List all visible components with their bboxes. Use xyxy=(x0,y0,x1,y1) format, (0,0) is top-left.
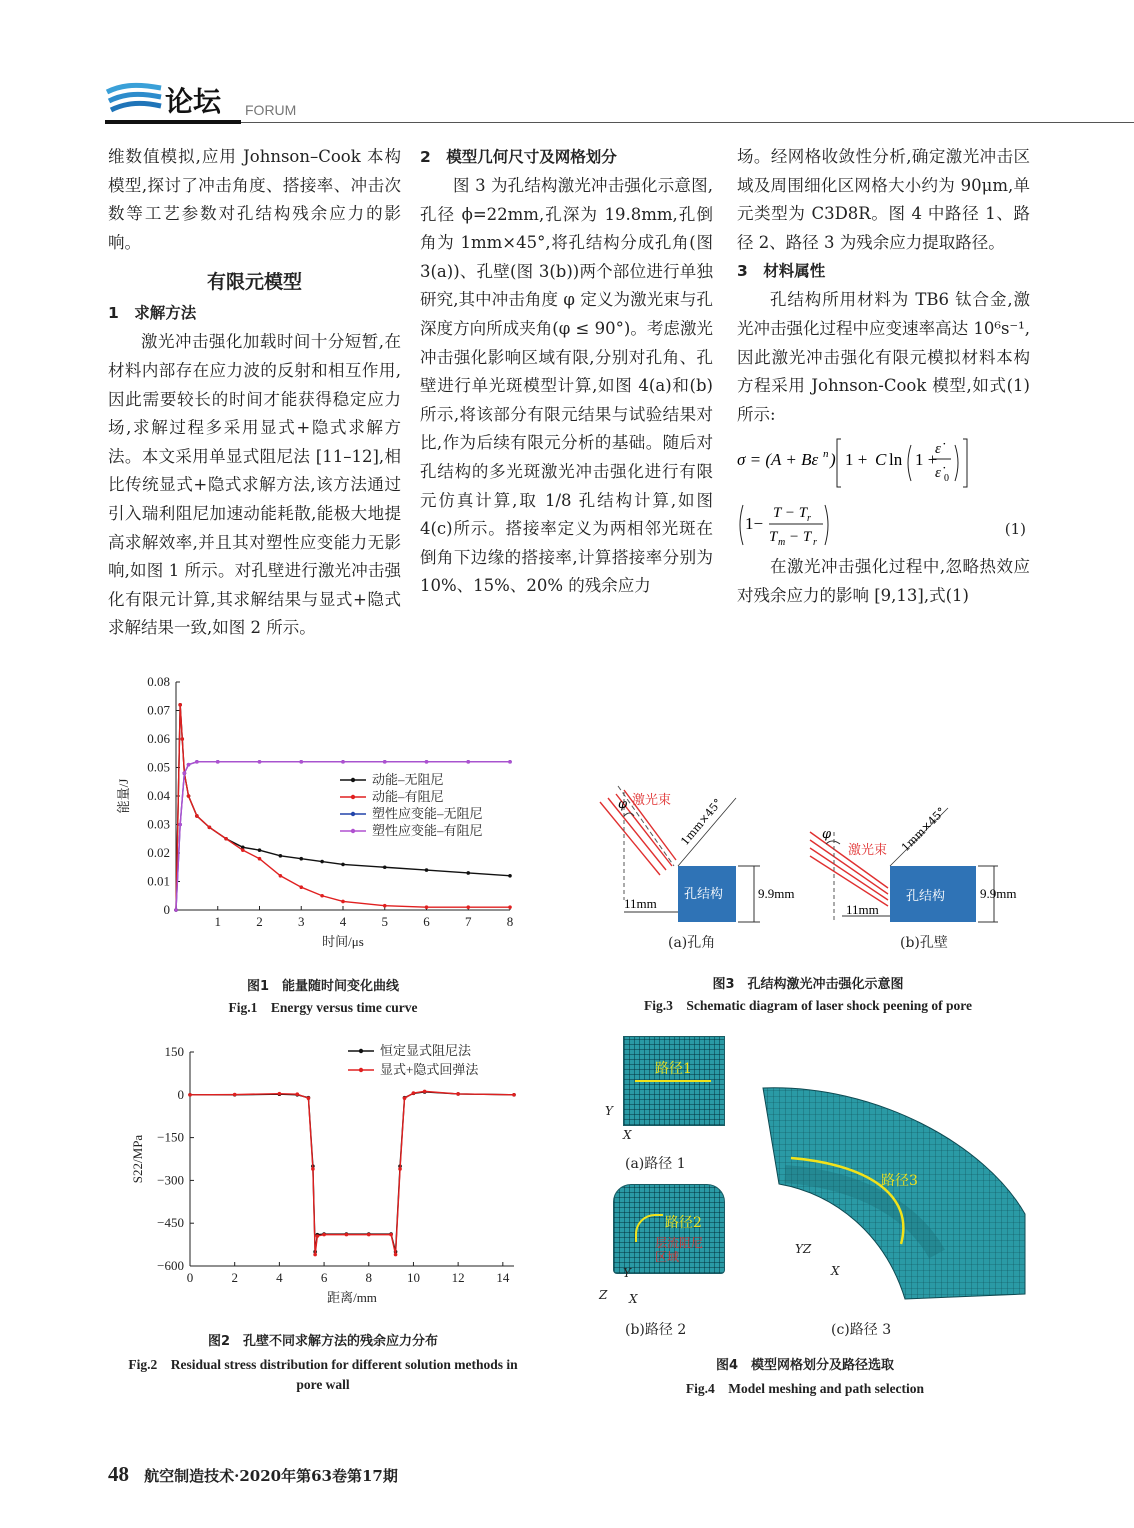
series-line xyxy=(190,1092,514,1252)
axis-x-label: X xyxy=(831,1264,840,1278)
data-point xyxy=(466,905,470,909)
damping-region-label: 层流阻尼区域 xyxy=(655,1236,704,1264)
legend-marker xyxy=(351,778,355,782)
header xyxy=(105,78,1134,126)
data-point xyxy=(178,703,182,707)
data-point xyxy=(456,1092,460,1096)
data-point xyxy=(466,760,470,764)
figure-2-caption-cn: 图2 孔壁不同求解方法的残余应力分布 xyxy=(207,1334,439,1349)
data-point xyxy=(508,760,512,764)
svg-text:C: C xyxy=(875,450,887,470)
data-point xyxy=(295,1092,299,1096)
legend-marker xyxy=(351,812,355,816)
data-point xyxy=(341,900,345,904)
data-point xyxy=(279,854,283,858)
subsection-heading: 3 材料属性 xyxy=(737,262,826,281)
data-point xyxy=(425,868,429,872)
data-point xyxy=(367,1233,371,1237)
data-point xyxy=(341,863,345,867)
header-rule-thick xyxy=(105,120,241,124)
svg-text:r: r xyxy=(813,537,817,549)
x-tick-label: 12 xyxy=(451,1270,465,1285)
path3-label: 路径3 xyxy=(881,1173,918,1189)
figure-2-caption-en-1: Fig.2 Residual stress distribution for different solution methods in xyxy=(128,1357,518,1372)
header-forum-label: FORUM xyxy=(245,102,297,118)
axis-z-label: Z xyxy=(599,1288,608,1302)
x-tick-label: 7 xyxy=(465,914,472,929)
schematic-hole-wall xyxy=(810,808,998,922)
paragraph: 激光冲击强化加载时间十分短暂,在材料内部存在应力波的反射和相互作用,因此需要较长的时间才能获得稳定应力场,求解过程多采用显式+隐式求解方法。本文采用单显式阻尼法 [11–12],相比传统显式+隐式求解方法,该方法通过引入瑞利阻尼加速动能耗散,能极大地提高求解效率,并且其对塑性应变能力无影响,如图 1 所示。对孔壁进行激光冲击强化有限元计算,其求解结果与显式+隐式求解结果一致,如图 2 所示。 xyxy=(108,332,401,638)
svg-text:1 +: 1 + xyxy=(845,450,868,470)
svg-text:): ) xyxy=(830,450,836,470)
journal-info: 航空制造技术·2020年第63卷第17期 xyxy=(144,1467,398,1485)
data-point xyxy=(195,814,199,818)
data-point xyxy=(466,871,470,875)
residual-stress-chart xyxy=(108,1036,538,1321)
data-point xyxy=(178,823,182,827)
fig3a-hole-label: 孔结构 xyxy=(684,887,724,902)
figure-3 xyxy=(588,780,1028,1020)
header-section-title: 论坛 xyxy=(165,85,222,118)
forum-logo-icon xyxy=(105,82,165,118)
y-axis-label: 能量/J xyxy=(116,778,131,814)
legend-label: 动能–有阻尼 xyxy=(372,789,444,804)
x-tick-label: 3 xyxy=(298,914,305,929)
fig3a-height-label: 9.9mm xyxy=(758,886,795,901)
data-point xyxy=(258,760,262,764)
axis-x-label: X xyxy=(623,1128,632,1142)
fig3b-height-label: 9.9mm xyxy=(980,886,1017,901)
data-point xyxy=(188,1093,192,1097)
figure-4-caption-en: Fig.4 Model meshing and path selection xyxy=(685,1381,925,1396)
series-line xyxy=(190,1091,514,1254)
paragraph: 孔结构所用材料为 TB6 钛合金,激光冲击强化过程中应变速率高达 10⁶s⁻¹,因此激光冲击强化有限元模拟材料本构方程采用 Johnson-Cook 模型,如式(1)所示: xyxy=(737,290,1030,424)
data-point xyxy=(508,874,512,878)
y-tick-label: −600 xyxy=(157,1258,184,1273)
x-tick-label: 6 xyxy=(320,1270,328,1285)
svg-text:n: n xyxy=(823,448,829,461)
path1-label: 路径1 xyxy=(655,1061,692,1077)
axis-yz-label: YZ xyxy=(795,1242,812,1256)
data-point xyxy=(425,760,429,764)
data-point xyxy=(258,857,262,861)
data-point xyxy=(180,737,184,741)
figure-1-caption-en: Fig.1 Energy versus time curve xyxy=(228,1000,418,1015)
data-point xyxy=(299,760,303,764)
y-tick-label: 0 xyxy=(177,1086,184,1102)
x-tick-label: 10 xyxy=(406,1270,420,1285)
footer xyxy=(108,1462,608,1492)
x-tick-label: 8 xyxy=(365,1270,373,1285)
section-heading: 有限元模型 xyxy=(206,271,302,294)
y-tick-label: 0.01 xyxy=(147,873,170,889)
data-point xyxy=(183,771,187,775)
y-tick-label: 150 xyxy=(164,1044,184,1059)
svg-text:T: T xyxy=(769,529,778,546)
svg-text:T − T: T − T xyxy=(773,505,808,522)
data-point xyxy=(389,1233,393,1237)
fig3b-hole-label: 孔结构 xyxy=(906,889,946,904)
x-tick-label: 5 xyxy=(381,914,388,929)
y-tick-label: 0.04 xyxy=(147,788,170,803)
svg-text:ln: ln xyxy=(889,450,903,470)
data-point xyxy=(258,848,262,852)
y-tick-label: −150 xyxy=(157,1129,184,1145)
data-point xyxy=(208,826,212,830)
y-tick-label: 0.08 xyxy=(147,674,170,689)
data-point xyxy=(320,860,324,864)
legend-marker xyxy=(351,829,355,833)
svg-text:1 +: 1 + xyxy=(915,450,938,470)
fig4a-subcaption: (a)路径 1 xyxy=(625,1156,686,1172)
x-tick-label: 0 xyxy=(186,1270,194,1285)
data-point xyxy=(394,1253,398,1257)
paragraph: 在激光冲击强化过程中,忽略热效应对残余应力的影响 [9,13],式(1) xyxy=(737,557,1030,605)
legend-label: 塑性应变能–有阻尼 xyxy=(372,823,483,838)
subsection-heading: 1 求解方法 xyxy=(108,304,197,323)
data-point xyxy=(278,1092,282,1096)
fig3b-width-label: 11mm xyxy=(846,902,879,917)
legend-label: 动能–无阻尼 xyxy=(372,772,444,787)
legend-label: 恒定显式阻尼法 xyxy=(380,1043,472,1058)
paragraph: 图 3 为孔结构激光冲击强化示意图,孔径 ϕ=22mm,孔深为 19.8mm,孔倒角为 1mm×45°,将孔结构分成孔角(图 3(a))、孔壁(图 3(b))两个部位进行单独研究,其中冲击角度 φ 定义为激光束与孔深度方向所成夹角(φ ≤ 90°)。考虑激光冲击强化影响区域有限,分别对孔角、孔壁进行单光斑模型计算,如图 4(a)和(b)所示,将该部分有限元结果与试验结果对比,作为后续有限元分析的基础。随后对孔结构的多光斑激光冲击强化进行有限元仿真计算,取 1/8 孔结构计算,如图 4(c)所示。搭接率定义为两相邻光斑在倒角下边缘的搭接率,计算搭接率分别为 10%、15%、20% 的残余应力 xyxy=(420,176,713,596)
x-axis-label: 时间/μs xyxy=(322,934,364,949)
data-point xyxy=(313,1253,317,1257)
y-tick-label: 0.03 xyxy=(147,816,170,832)
svg-text:− T: − T xyxy=(789,529,812,546)
x-tick-label: 1 xyxy=(214,914,221,929)
x-tick-label: 14 xyxy=(496,1270,510,1285)
svg-text:σ = (A + Bε: σ = (A + Bε xyxy=(737,450,819,470)
x-tick-label: 6 xyxy=(423,914,430,929)
fig4c-subcaption: (c)路径 3 xyxy=(831,1322,892,1338)
fig4b-subcaption: (b)路径 2 xyxy=(625,1322,687,1338)
data-point xyxy=(241,848,245,852)
y-tick-label: 0.07 xyxy=(147,702,170,718)
data-point xyxy=(345,1233,349,1237)
axis-y-label: Y xyxy=(605,1104,613,1118)
y-axis-label: S22/MPa xyxy=(130,1134,145,1184)
data-point xyxy=(311,1167,315,1171)
text-column-middle xyxy=(420,143,713,601)
data-point xyxy=(195,760,199,764)
data-point xyxy=(307,1096,311,1100)
legend-label: 显式+隐式回弹法 xyxy=(380,1062,479,1077)
data-point xyxy=(398,1167,402,1171)
y-tick-label: 0.02 xyxy=(147,845,170,860)
laser-shock-schematic xyxy=(588,780,1028,960)
data-point xyxy=(320,894,324,898)
y-tick-label: 0.05 xyxy=(147,759,170,775)
svg-text:1−: 1− xyxy=(745,514,764,534)
data-point xyxy=(425,905,429,909)
fig3a-beam-label: 激光束 xyxy=(632,793,672,808)
figure-3-caption-en: Fig.3 Schematic diagram of laser shock peening of pore xyxy=(644,998,972,1013)
svg-text:0: 0 xyxy=(944,473,949,485)
figure-1 xyxy=(108,668,538,1018)
figure-1-caption-cn: 图1 能量随时间变化曲线 xyxy=(246,979,400,994)
data-point xyxy=(233,1093,237,1097)
text-column-right xyxy=(737,143,1030,611)
data-point xyxy=(216,760,220,764)
path2-label: 路径2 xyxy=(665,1215,702,1231)
text-column-left xyxy=(108,143,401,643)
energy-chart xyxy=(108,668,538,968)
data-point xyxy=(187,794,191,798)
axis-x-label: X xyxy=(629,1292,638,1306)
x-tick-label: 8 xyxy=(506,914,514,929)
data-point xyxy=(508,905,512,909)
data-point xyxy=(174,908,178,912)
data-point xyxy=(299,885,303,889)
figure-2 xyxy=(108,1036,538,1406)
fig3a-subcaption: (a)孔角 xyxy=(668,935,716,951)
data-point xyxy=(512,1093,516,1097)
legend-marker xyxy=(359,1049,363,1053)
x-tick-label: 4 xyxy=(339,914,347,929)
header-rule-thin xyxy=(241,122,1134,123)
paragraph: 维数值模拟,应用 Johnson–Cook 本构模型,探讨了冲击角度、搭接率、冲击次数等工艺参数对孔结构残余应力的影响。 xyxy=(108,147,401,252)
figure-4-caption-cn: 图4 模型网格划分及路径选取 xyxy=(715,1358,895,1373)
data-point xyxy=(412,1091,416,1095)
y-tick-label: 0 xyxy=(163,902,170,917)
fig3a-width-label: 11mm xyxy=(624,896,657,911)
legend-marker xyxy=(359,1068,363,1072)
fig3b-subcaption: (b)孔壁 xyxy=(900,935,948,951)
path1-marker xyxy=(635,1080,711,1082)
legend-marker xyxy=(351,795,355,799)
x-axis-label: 距离/mm xyxy=(327,1290,377,1305)
svg-text:ε̇: ε̇ xyxy=(935,465,941,482)
x-tick-label: 4 xyxy=(276,1270,283,1285)
y-tick-label: −300 xyxy=(157,1172,184,1188)
fig3b-angle: φ xyxy=(822,827,832,842)
data-point xyxy=(187,763,191,767)
mesh-model-path3 xyxy=(755,1084,1035,1304)
page-number: 48 xyxy=(108,1462,129,1486)
data-point xyxy=(279,874,283,878)
x-tick-label: 2 xyxy=(256,914,263,929)
data-point xyxy=(341,760,345,764)
svg-text:ε̇: ε̇ xyxy=(935,441,941,458)
paragraph: 场。经网格收敛性分析,确定激光冲击区域及周围细化区网格大小约为 90μm,单元类型为 C3D8R。图 4 中路径 1、路径 2、路径 3 为残余应力提取路径。 xyxy=(737,147,1030,252)
figure-3-caption-cn: 图3 孔结构激光冲击强化示意图 xyxy=(712,977,904,992)
svg-text:r: r xyxy=(807,513,811,525)
data-point xyxy=(224,837,228,841)
data-point xyxy=(322,1233,326,1237)
figure-2-caption-en-2: pore wall xyxy=(296,1377,350,1392)
data-point xyxy=(383,760,387,764)
fig3a-angle: φ xyxy=(618,797,628,812)
y-tick-label: 0.06 xyxy=(147,731,170,746)
data-point xyxy=(316,1234,320,1238)
fig3b-beam-label: 激光束 xyxy=(848,843,888,858)
data-point xyxy=(403,1096,407,1100)
legend-label: 塑性应变能–无阻尼 xyxy=(372,806,483,821)
fig3b-chamfer-label: 1mm×45° xyxy=(898,804,949,855)
figure-4 xyxy=(595,1036,1035,1406)
subsection-heading: 2 模型几何尺寸及网格划分 xyxy=(420,148,617,166)
equation-number: (1) xyxy=(1004,520,1026,539)
equation-1 xyxy=(737,429,1030,553)
svg-text:m: m xyxy=(778,537,786,549)
equation-graphic xyxy=(737,429,1030,553)
data-point xyxy=(383,865,387,869)
data-point xyxy=(299,857,303,861)
y-tick-label: −450 xyxy=(157,1215,184,1231)
axis-y-label: Y xyxy=(623,1266,631,1280)
data-point xyxy=(423,1090,427,1094)
x-tick-label: 2 xyxy=(231,1270,238,1285)
data-point xyxy=(383,904,387,908)
fig3a-chamfer-label: 1mm×45° xyxy=(678,796,725,848)
